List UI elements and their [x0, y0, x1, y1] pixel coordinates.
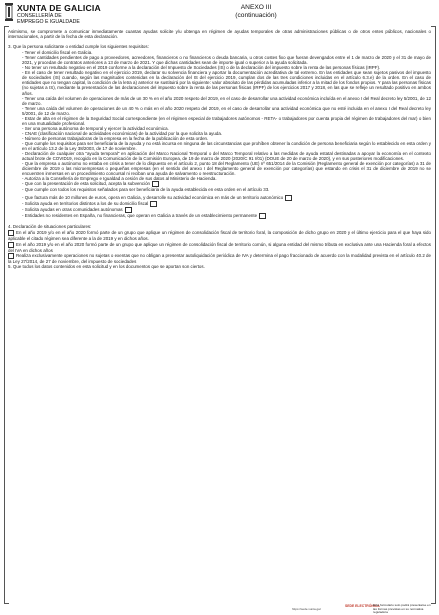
section-4-heading: 4. Declaración de situaciones particulares:	[8, 224, 92, 230]
multi-territory-checkbox[interactable]	[285, 195, 292, 201]
annex-title-block	[216, 4, 296, 19]
requirement-item: - Ser una persona autónoma de temporal y ejercer la actividad económica.	[22, 125, 169, 131]
annex-subtitle: (continuación)	[235, 11, 277, 19]
requirement-item: - Que la empresa o autónomo no estaba en crisis a tener de lo dispuesto en el artículo 2, punto 18 del Reglamento (UE) nº 651/2014 de la Comisión (Reglamento general de exención por categorías) a 31 de diciembre de 2019 o las microempresas o pequeñas empresas (en el sentido del anexo I del Reglamento general de exención por categorías) que estando en crisis el 31 de diciembre de 2019 no se encuentren inmersas en un procedimiento concursal ni reciban una ayuda de salvamento o reestructuración.	[22, 161, 431, 177]
footer-note: Este formulario solo podrá presentarse en las formas previstas en su normativa reguladora	[373, 603, 431, 615]
other-territory-checkbox[interactable]	[150, 201, 157, 207]
requirement-item: - Tener una caída del volumen de operaciones de un 40 % o más en el año 2020 respeto del 2019, en el caso de desarrollar una actividad económica que no esté incluida en el anexo I del Real decreto ley 5/2001, de 12 de marzo.	[22, 105, 431, 116]
territorial-item-label: - Solicita ayuda en territorios distintos a los de su domicilio fiscal	[22, 201, 149, 207]
declaration-body	[8, 29, 431, 269]
non-resident-checkbox[interactable]	[259, 213, 266, 219]
situation-option-label: En el año 2019 y/o en el año 2020 formó parte de un grupo que aplique un régimen de consolidación fiscal de territorio foral, la composición de dicho grupo en 2020 y el último ejercicio para el que haya sido aplicable el citado régimen sea diferente a la de 2019 y en dichos años.	[8, 230, 431, 242]
requirement-item: - Que cumple con todos los requisitos señalados para ser beneficiaria de la ayuda establecida en esta orden en el artículo 33.	[22, 187, 270, 193]
situation-option	[8, 230, 431, 241]
situation-option-label: Realiza exclusivamente operaciones no sujetas o exentas que no obligan a presentar autoliquidación periódica de IVA y determina el pago fraccionado de acuerdo con la modalidad prevista en el artículo 40.2 de la Ley 27/2014, de 27 de noviembre, del impuesto de sociedades	[8, 252, 431, 264]
requirement-item: - CNAE (clasificación nacional de actividades económicas) de la actividad por la que solicita la ayuda.	[22, 130, 223, 136]
org-name: XUNTA DE GALICIA	[17, 3, 101, 13]
requirement-item-label: - Que con la presentación de esta solicitud, acepta la subvención	[22, 181, 151, 187]
section-3-heading: 3. Que la persona solicitante o entidad cumple los siguientes requisitos:	[8, 44, 149, 50]
requirement-item: - Autoriza a la Consellería de Emprego e Igualdad a cesión de sus datos al Ministerio de Hacienda.	[22, 176, 217, 182]
footer-note-block	[345, 603, 435, 613]
requirement-item: - Número de personas trabajadoras de la empresa en la fecha de la publicación de esta orden.	[22, 135, 209, 141]
territorial-item-label: - Solicita ayudas en otras comunidades autónomas	[22, 207, 123, 213]
dept-name	[17, 14, 80, 25]
intro-paragraph: Asimismo, se compromete a comunicar inmediatamente cuantas ayudas solicite y/u obtenga en régimen de ayudas temporales de otras administraciones públicas o de otros entes públicos, nacionales o internacionales, a partir de la fecha de esta declaración.	[8, 29, 431, 40]
requirement-item: - Estar de alta en el régimen de la Seguridad Social correspondiente (en el régimen especial de trabajadores autónomos - RETA- o trabajadores por cuenta propia del régimen de trabajadores del mar) o bien en una mutualidade profesional.	[22, 115, 431, 126]
requirement-item: - Que cumple los requisitos para ser beneficiaria de la ayuda y no está incursa en ninguna de las circunstancias que prohíben obtener la condición de persona beneficiaria según lo establecido en esta orden y en el artículo 13.2 de la Ley 38/2003, de 17 de noviembre.	[22, 140, 431, 152]
frame-bracket-right	[431, 26, 436, 604]
situation-option	[8, 253, 431, 264]
section-5-statement: 5. Que todos los datos contenidos en esta solicitud y en los documentos que se aportan son ciertos.	[8, 263, 205, 269]
requirement-item: - En el caso de tener resultado negativo en el ejercicio 2019, declarar su solvencia financiera y aportar la documentación acreditativa de tal extremo. En las entidades que sean sujetos pasivos del impuesto de sociedades (IS) cuando, según las magnitudes contenidas en la declaración del IS del ejercicio 2019, cumplan dos de las tres condiciones incluidas en el artículo 6.3.e) de la orden. En el caso de entidades que no tengan capital, la condición de la letra a) anterior se sustituirá por la siguiente: valor absoluto de las pérdidas acumuladas inferior a la mitad de los fondos propios. Y para las personas físicas (no sujetas a IS), mediante la presentación de las declaraciones del impuesto sobre la renta de las personas físicas (IRPF) de los ejercicios 2017 y 2018, en las que se refleje un resultado positivo en ambos años.	[22, 70, 431, 96]
section-3-list	[8, 50, 431, 192]
requirement-item: - Tener cantidades pendientes de pago a proveedores, acreedores, financieros o no financieros o deuda bancaria, u otros costes fixo que fueran devengados entre el 1 de marzo de 2020 y el 31 de mayo de 2021, y procedan de contratos anteriores a 13 de marzo de 2021. Y que dichas cantidades sean de importe igual o superior a la ayuda solicitada.	[22, 55, 431, 66]
requirement-item: - Tener el domicilio fiscal en Galicia.	[22, 50, 93, 56]
annex-title: ANEXO III	[240, 4, 272, 11]
document-header	[4, 3, 435, 25]
xunta-logo-icon	[4, 3, 14, 23]
requirement-item: - Declaración de cualquier otra "ayuda temporal" en aplicación del Marco Nacional Temporal o del Marco Temporal relativo a las medidas de ayuda estatal destinadas a apoyar la economía en el contexto actual brote de COVID19, recogido en la Comunicación de la Comisión Europea, de 19 de marzo de 2020 (2020/C 91 I/01) (DOUE de 20 de marzo de 2020), y en sus posteriores modificaciones.	[22, 151, 431, 162]
footer-url[interactable]: https://sede.xunta.gal	[292, 607, 321, 611]
dept-line-1: CONSELLERÍA DE	[17, 13, 62, 19]
situation-option	[8, 242, 431, 253]
territorial-list	[8, 195, 431, 219]
territorial-item-label: - Que factura más de 10 millones de euros, opera en Galicia, y desarrolle su actividad económica en más de un territorio autonómico	[22, 195, 284, 201]
requirement-item: - Tener una caída del volumen de operaciones de más de un 30 % en el año 2020 respeto del 2019, en el caso de desarrollar una actividad económica incluída en el anexo I del Real decreto ley 5/2001, de 12 de marzo.	[22, 95, 431, 106]
sede-logo-icon: SEDE ELECTRÓNICA	[345, 604, 380, 608]
dept-line-2: EMPREGO E IGUALDADE	[17, 18, 80, 25]
situation-option-label: En el año 2019 y/o en el año 2020 formó parte de un grupo que aplique un régimen de consolidación fiscal de territorio común, si alguna entidad del mismo tributa en exclusiva ante una Hacienda foral a efectos del IVA en dichos años	[8, 241, 431, 253]
requirement-item: - No tener un resultado negativo en el 2019 conforme a la declaración del Impuesto de Sociedades (IS) o de la declaración del impuesto sobre la renta de las personas físicas (IRPF).	[22, 65, 381, 71]
territorial-item-label: - Entidades no residentes en España, no financieras, que operan en Galicia a través de un establecimiento permanente	[22, 213, 258, 219]
